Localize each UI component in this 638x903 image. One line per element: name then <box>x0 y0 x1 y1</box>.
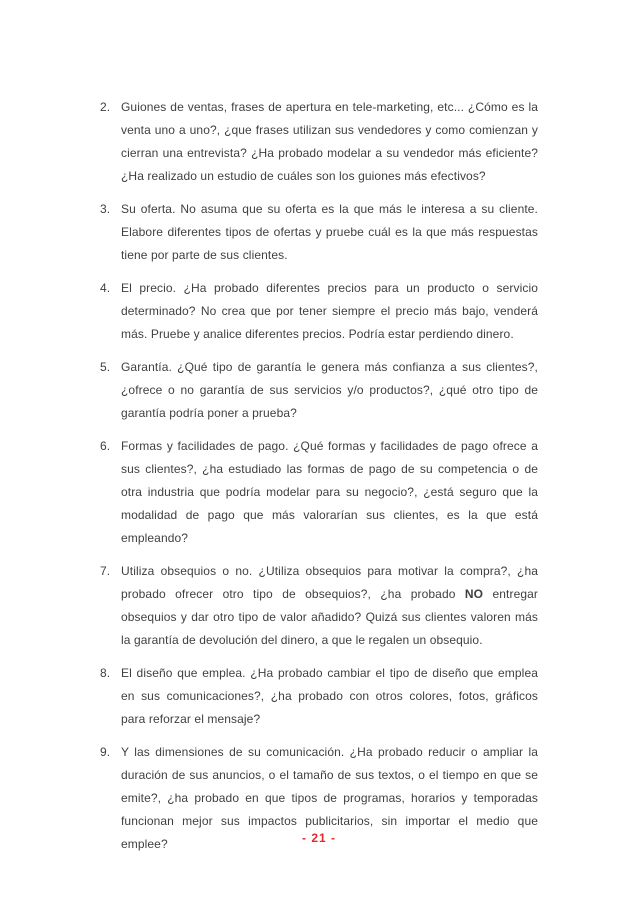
list-item-number: 9. <box>100 745 111 759</box>
list-item-number: 7. <box>100 564 111 578</box>
text-segment: entregar obsequios y dar otro tipo de valor añadido? Quizá sus clientes valoren más la garantía de devolución del dinero, a que le regalen un obsequio. <box>121 587 538 647</box>
list-item <box>100 560 538 652</box>
list-item-text <box>121 96 538 188</box>
text-segment: El diseño que emplea. ¿Ha probado cambiar el tipo de diseño que emplea en sus comunicaciones?, ¿ha probado con otros colores, fotos, gráficos para reforzar el mensaje? <box>121 666 538 726</box>
text-segment: Guiones de ventas, frases de apertura en tele-marketing, etc... ¿Cómo es la venta uno a uno?, ¿que frases utilizan sus vendedores y como comienzan y cierran una entrevista? ¿Ha probado modelar a su vendedor más eficiente? ¿Ha realizado un estudio de cuáles son los guiones más efectivos? <box>121 100 538 183</box>
list-item <box>100 277 538 346</box>
text-segment: Utiliza obsequios o no. ¿Utiliza obsequios para motivar la compra?, ¿ha probado ofrecer otro tipo de obsequios?, ¿ha probado <box>121 564 538 601</box>
list-item-number: 8. <box>100 666 111 680</box>
list-item-text <box>121 560 538 652</box>
text-segment: Su oferta. No asuma que su oferta es la que más le interesa a su cliente. Elabore diferentes tipos de ofertas y pruebe cuál es la que más respuestas tiene por parte de sus clientes. <box>121 202 538 262</box>
page-number: - 21 - <box>301 831 336 845</box>
text-segment: Y las dimensiones de su comunicación. ¿Ha probado reducir o ampliar la duración de sus anuncios, o el tamaño de sus textos, o el tiempo en que se emite?, ¿ha probado en que tipos de programas, horarios y temporadas funcionan mejor sus impactos publicitarios, sin importar el medio que emplee? <box>121 745 538 851</box>
text-segment: El precio. ¿Ha probado diferentes precios para un producto o servicio determinado? No crea que por tener siempre el precio más bajo, venderá más. Pruebe y analice diferentes precios. Podría estar perdiendo dinero. <box>121 281 538 341</box>
text-segment: Garantía. ¿Qué tipo de garantía le genera más confianza a sus clientes?, ¿ofrece o no garantía de sus servicios y/o productos?, ¿qué otro tipo de garantía podría poner a prueba? <box>121 360 538 420</box>
list-item <box>100 435 538 550</box>
list-item-text <box>121 198 538 267</box>
text-segment: Formas y facilidades de pago. ¿Qué formas y facilidades de pago ofrece a sus clientes?, ¿ha estudiado las formas de pago de su competencia o de otra industria que podría modelar para su negocio?, ¿está seguro que la modalidad de pago que más valorarían sus clientes, es la que está empleando? <box>121 439 538 545</box>
list-item-number: 5. <box>100 360 111 374</box>
list-item-number: 6. <box>100 439 111 453</box>
list-item-text <box>121 356 538 425</box>
list-item <box>100 356 538 425</box>
list-item-text <box>121 277 538 346</box>
list-item-number: 2. <box>100 100 111 114</box>
numbered-list <box>100 96 538 866</box>
list-item-number: 3. <box>100 202 111 216</box>
bold-text-segment: NO <box>464 587 484 601</box>
list-item <box>100 198 538 267</box>
list-item-number: 4. <box>100 281 111 295</box>
list-item <box>100 96 538 188</box>
list-item <box>100 662 538 731</box>
list-item-text <box>121 435 538 550</box>
list-item-text <box>121 662 538 731</box>
